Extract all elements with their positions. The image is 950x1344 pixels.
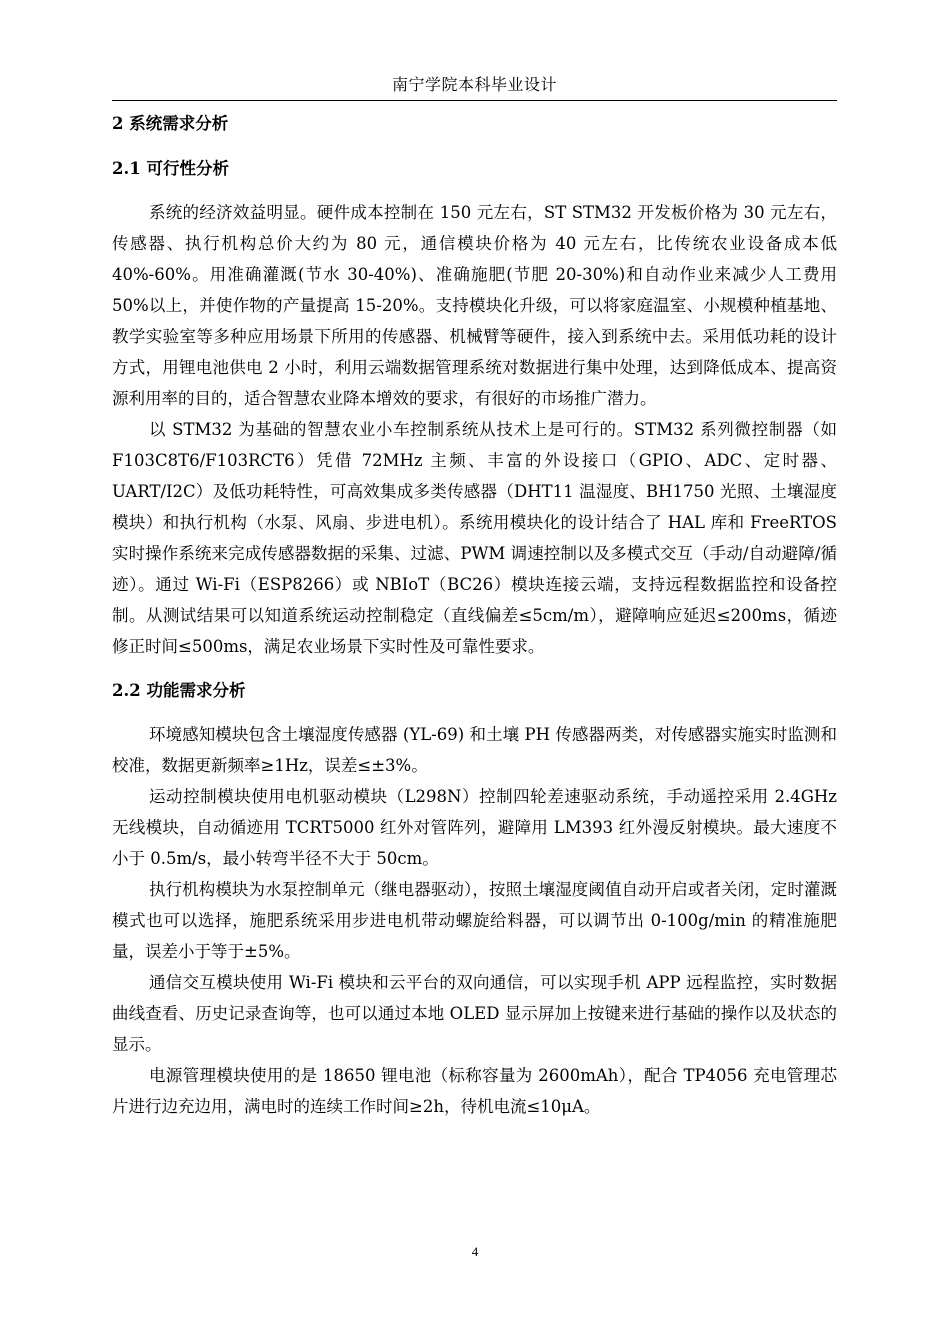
paragraph-feasibility-economic: 系统的经济效益明显。硬件成本控制在 150 元左右，ST STM32 开发板价格为 30 元左右，传感器、执行机构总价大约为 80 元，通信模块价格为 40 元左右，比传统农业设备成本低 40%-60%。用准确灌溉(节水 30-40%)、准确施肥(节肥 20-30%)和自动作业来减少人工费用 50%以上，并使作物的产量提高 15-20%。支持模块化升级，可以将家庭温室、小规模种植基地、教学实验室等多种应用场景下所用的传感器、机械臂等硬件，接入到系统中去。采用低功耗的设计方式，用锂电池供电 2 小时，利用云端数据管理系统对数据进行集中处理，达到降低成本、提高资源利用率的目的，适合智慧农业降本增效的要求，有很好的市场推广潜力。 <box>112 203 837 408</box>
page-number: 4 <box>471 1244 479 1259</box>
paragraph-env-sensing: 环境感知模块包含土壤湿度传感器 (YL-69) 和土壤 PH 传感器两类，对传感器实施实时监测和校准，数据更新频率≥1Hz，误差≤±3%。 <box>112 725 837 775</box>
paragraph-feasibility-technical: 以 STM32 为基础的智慧农业小车控制系统从技术上是可行的。STM32 系列微控制器（如 F103C8T6/F103RCT6）凭借 72MHz 主频、丰富的外设接口（GPIO、ADC、定时器、UART/I2C）及低功耗特性，可高效集成多类传感器（DHT11 温湿度、BH1750 光照、土壤湿度模块）和执行机构（水泵、风扇、步进电机）。系统用模块化的设计结合了 HAL 库和 FreeRTOS 实时操作系统来完成传感器数据的采集、过滤、PWM 调速控制以及多模式交互（手动/自动避障/循迹）。通过 Wi-Fi（ESP8266）或 NBIoT（BC26）模块连接云端，支持远程数据监控和设备控制。从测试结果可以知道系统运动控制稳定（直线偏差≤5cm/m），避障响应延迟≤200ms，循迹修正时间≤500ms，满足农业场景下实时性及可靠性要求。 <box>112 420 837 656</box>
section-heading-2: 2 系统需求分析 <box>112 114 229 133</box>
header-divider <box>112 100 837 101</box>
section-heading-2-1: 2.1 可行性分析 <box>112 159 229 178</box>
section-heading-2-2: 2.2 功能需求分析 <box>112 681 246 700</box>
paragraph-actuator: 执行机构模块为水泵控制单元（继电器驱动），按照土壤湿度阈值自动开启或者关闭，定时灌溉模式也可以选择，施肥系统采用步进电机带动螺旋给料器，可以调节出 0-100g/min 的精准施肥量，误差小于等于±5%。 <box>112 880 837 961</box>
paragraph-communication: 通信交互模块使用 Wi-Fi 模块和云平台的双向通信，可以实现手机 APP 远程监控，实时数据曲线查看、历史记录查询等，也可以通过本地 OLED 显示屏加上按键来进行基础的操作以及状态的显示。 <box>112 973 837 1054</box>
paragraph-motion-control: 运动控制模块使用电机驱动模块（L298N）控制四轮差速驱动系统，手动遥控采用 2.4GHz 无线模块，自动循迹用 TCRT5000 红外对管阵列，避障用 LM393 红外漫反射模块。最大速度不小于 0.5m/s，最小转弯半径不大于 50cm。 <box>112 787 837 868</box>
page-header-title: 南宁学院本科毕业设计 <box>391 75 557 94</box>
page-content <box>112 112 837 1122</box>
paragraph-power: 电源管理模块使用的是 18650 锂电池（标称容量为 2600mAh），配合 TP4056 充电管理芯片进行边充边用，满电时的连续工作时间≥2h，待机电流≤10μA。 <box>112 1066 837 1116</box>
